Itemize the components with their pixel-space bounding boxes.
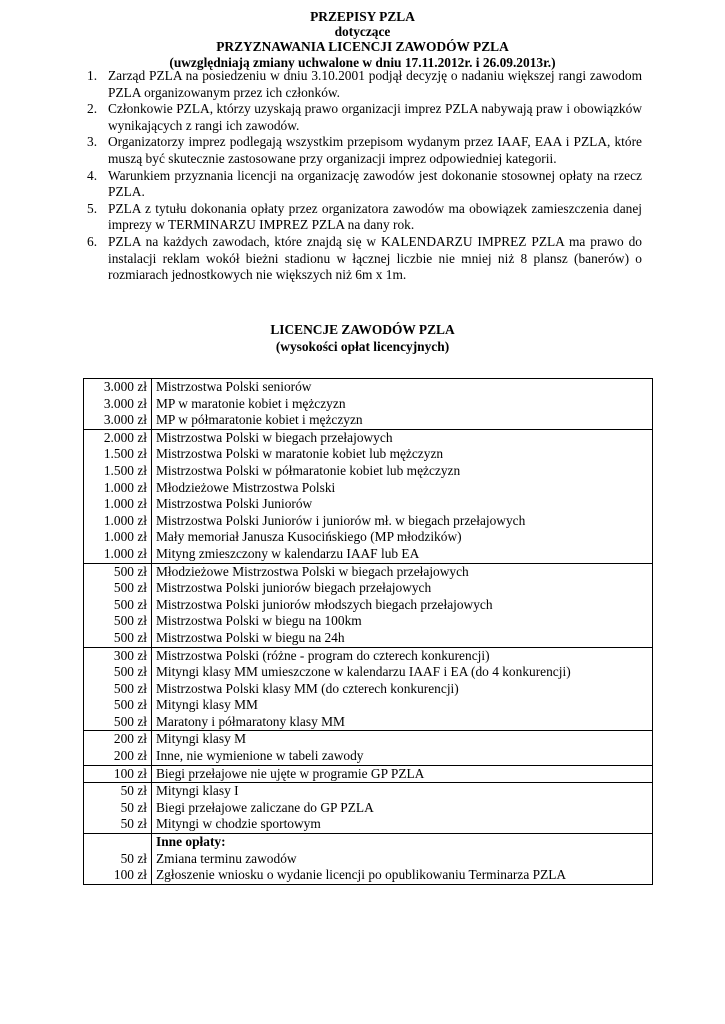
rule-text: Członkowie PZLA, którzy uzyskają prawo organizacji imprez PZLA nabywają praw i obowiązków wynikających z rangi ich zawodów. xyxy=(108,101,642,133)
fee-amount-cell xyxy=(84,765,152,783)
rule-text: PZLA na każdych zawodach, które znajdą się w KALENDARZU IMPREZ PZLA ma prawo do instalacji reklam wokół bieżni stadionu w łącznej liczbie nie mniej niż 8 plansz (banerów) o rozmiarach jednostkowych nie większych niż 6m x 1m. xyxy=(108,233,642,283)
event-name: Mistrzostwa Polski w maratonie kobiet lub mężczyzn xyxy=(156,446,444,462)
fee-group-row xyxy=(84,379,653,430)
fee-amount: 3.000 zł xyxy=(103,379,147,394)
rule-text: Zarząd PZLA na posiedzeniu w dniu 3.10.2001 podjął decyzję o nadaniu większej rangi zawodom PZLA organizowanym przez ich członków. xyxy=(108,68,642,100)
fee-amount: 500 zł xyxy=(113,680,147,696)
license-fee-table xyxy=(83,378,653,885)
event-name: Mityngi klasy I xyxy=(156,783,239,799)
event-name: Mistrzostwa Polski klasy MM (do czterech konkurencji) xyxy=(156,680,459,696)
fee-amount-cell xyxy=(84,783,152,834)
rule-text: Warunkiem przyznania licencji na organizację zawodów jest dokonanie stosownej opłaty na rzecz PZLA. xyxy=(108,167,642,200)
event-name: Zmiana terminu zawodów xyxy=(156,850,297,866)
fee-amount: 50 zł xyxy=(120,816,147,832)
fee-name-cell xyxy=(152,379,653,430)
fee-name-cell xyxy=(152,765,653,783)
fee-group-row xyxy=(84,563,653,647)
event-name: Mityngi klasy M xyxy=(156,731,247,747)
fee-amount: 500 zł xyxy=(113,580,147,596)
event-name: Mityngi klasy MM xyxy=(156,697,258,713)
fee-amount: 500 zł xyxy=(113,697,147,713)
license-section-heading xyxy=(0,322,725,355)
fee-amount: 1.500 zł xyxy=(103,462,147,478)
header-amendments: (uwzględniają zmiany uchwalone w dniu 17.11.2012r. i 26.09.2013r.) xyxy=(169,54,556,70)
fee-amount: 50 zł xyxy=(120,799,147,815)
license-section-subtitle: (wysokości opłat licencyjnych) xyxy=(275,338,450,354)
fee-amount-cell xyxy=(84,379,152,430)
event-name: Mityngi klasy MM umieszczone w kalendarzu IAAF i EA (do 4 konkurencji) xyxy=(156,664,571,680)
fee-amount: 50 zł xyxy=(120,783,147,799)
fee-amount: 500 zł xyxy=(113,596,147,612)
fee-amount-cell xyxy=(84,647,152,731)
fee-amount: 1.000 zł xyxy=(103,545,147,561)
fee-group-row xyxy=(84,783,653,834)
event-name: Młodzieżowe Mistrzostwa Polski xyxy=(156,479,336,495)
rule-item xyxy=(82,68,642,101)
event-name: Mistrzostwa Polski w biegach przełajowych xyxy=(156,429,393,445)
fee-amount: 100 zł xyxy=(113,867,147,883)
fee-amount-cell xyxy=(84,834,152,885)
rule-item xyxy=(82,101,642,134)
rule-number: 3. xyxy=(87,134,98,150)
fee-name-cell xyxy=(152,834,653,885)
rule-number: 2. xyxy=(87,101,98,117)
fee-amount-cell xyxy=(84,731,152,765)
rule-number: 5. xyxy=(87,200,98,216)
fee-amount: 500 zł xyxy=(113,563,147,579)
event-name: Mistrzostwa Polski juniorów młodszych biegach przełajowych xyxy=(156,596,493,612)
fee-group-row xyxy=(84,731,653,765)
event-name: Mistrzostwa Polski Juniorów i juniorów mł. w biegach przełajowych xyxy=(156,512,526,528)
fee-amount: 500 zł xyxy=(113,664,147,680)
event-name: MP w maratonie kobiet i mężczyzn xyxy=(156,395,346,411)
header-subtitle: dotyczące xyxy=(334,24,391,40)
fee-name-cell xyxy=(152,563,653,647)
rule-number: 4. xyxy=(87,167,98,183)
event-name: Mistrzostwa Polski w półmaratonie kobiet lub mężczyzn xyxy=(156,462,461,478)
event-name: Biegi przełajowe zaliczane do GP PZLA xyxy=(156,799,374,815)
fee-amount-cell xyxy=(84,429,152,563)
rule-number: 6. xyxy=(87,233,98,249)
fee-amount: 200 zł xyxy=(113,731,147,747)
event-name: Biegi przełajowe nie ujęte w programie GP PZLA xyxy=(156,765,425,781)
fee-amount: 1.000 zł xyxy=(103,512,147,528)
fee-group-row xyxy=(84,765,653,783)
fee-amount: 300 zł xyxy=(113,647,147,663)
fee-amount: 50 zł xyxy=(120,850,147,866)
fee-name-cell xyxy=(152,783,653,834)
event-name: Maratony i półmaratony klasy MM xyxy=(156,713,345,729)
event-name: Mały memoriał Janusza Kusocińskiego (MP młodzików) xyxy=(156,529,462,545)
fee-amount: 1.000 zł xyxy=(103,496,147,512)
fee-amount: 2.000 zł xyxy=(103,429,147,445)
rule-number: 1. xyxy=(87,68,98,83)
event-name: Mistrzostwa Polski w biegu na 24h xyxy=(156,629,345,645)
other-fees-row xyxy=(84,834,653,885)
event-name: Młodzieżowe Mistrzostwa Polski w biegach przełajowych xyxy=(156,563,469,579)
event-name: Mityngi w chodzie sportowym xyxy=(156,816,321,832)
rule-text: PZLA z tytułu dokonania opłaty przez organizatora zawodów ma obowiązek zamieszczenia danej imprezy w TERMINARZU IMPREZ PZLA na dany rok. xyxy=(108,200,642,233)
rule-item xyxy=(82,168,642,201)
license-section-title: LICENCJE ZAWODÓW PZLA xyxy=(270,322,455,337)
fee-name-cell xyxy=(152,731,653,765)
rule-item xyxy=(82,234,642,284)
rules-list xyxy=(82,68,642,284)
fee-amount: 3.000 zł xyxy=(103,412,147,428)
other-fees-heading: Inne opłaty: xyxy=(156,834,226,850)
header-title: PRZEPISY PZLA xyxy=(310,9,415,24)
event-name: MP w półmaratonie kobiet i mężczyzn xyxy=(156,412,363,428)
fee-amount: 3.000 zł xyxy=(103,395,147,411)
fee-amount: 500 zł xyxy=(113,629,147,645)
event-name: Mistrzostwa Polski w biegu na 100km xyxy=(156,613,362,629)
event-name: Mityng zmieszczony w kalendarzu IAAF lub EA xyxy=(156,545,420,561)
fee-amount: 200 zł xyxy=(113,748,147,764)
fee-name-cell xyxy=(152,429,653,563)
blank-spacer xyxy=(84,834,147,851)
document-header xyxy=(0,9,725,70)
rule-item xyxy=(82,134,642,167)
fee-amount: 100 zł xyxy=(113,765,147,781)
event-name: Mistrzostwa Polski seniorów xyxy=(156,379,312,394)
fee-amount: 500 zł xyxy=(113,613,147,629)
fee-group-row xyxy=(84,429,653,563)
event-name: Mistrzostwa Polski Juniorów xyxy=(156,496,313,512)
fee-amount: 1.000 zł xyxy=(103,529,147,545)
rule-item xyxy=(82,201,642,234)
event-name: Mistrzostwa Polski (różne - program do czterech konkurencji) xyxy=(156,647,490,663)
fee-group-row xyxy=(84,647,653,731)
fee-name-cell xyxy=(152,647,653,731)
fee-amount: 1.500 zł xyxy=(103,446,147,462)
event-name: Mistrzostwa Polski juniorów biegach przełajowych xyxy=(156,580,432,596)
rule-text: Organizatorzy imprez podlegają wszystkim przepisom wydanym przez IAAF, EAA i PZLA, które muszą być skutecznie zastosowane przy organizacji imprez odpowiedniej kategorii. xyxy=(108,134,642,166)
fee-amount: 500 zł xyxy=(113,713,147,729)
event-name: Zgłoszenie wniosku o wydanie licencji po opublikowaniu Terminarza PZLA xyxy=(156,867,567,883)
header-topic: PRZYZNAWANIA LICENCJI ZAWODÓW PZLA xyxy=(216,39,509,55)
fee-amount: 1.000 zł xyxy=(103,479,147,495)
event-name: Inne, nie wymienione w tabeli zawody xyxy=(156,748,364,764)
fee-amount-cell xyxy=(84,563,152,647)
